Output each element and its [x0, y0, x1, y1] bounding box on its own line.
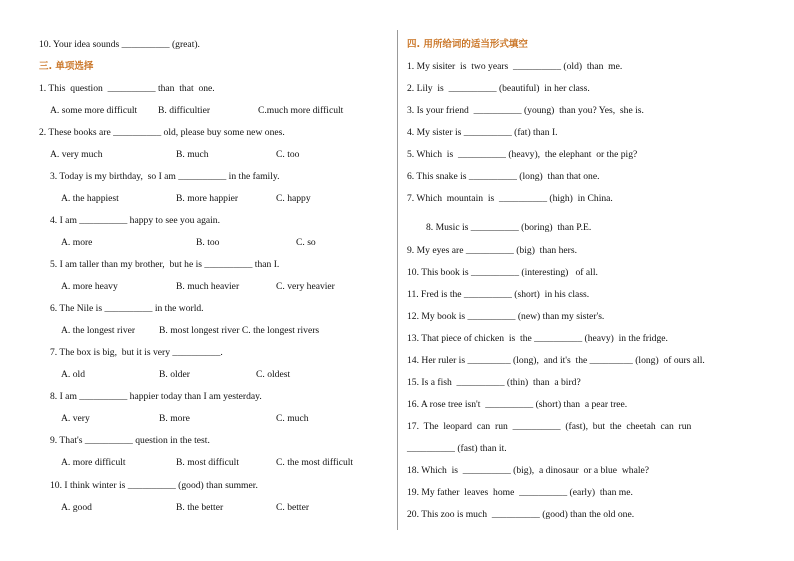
- mc-4-option-a: A. more: [61, 237, 93, 248]
- column-divider: [397, 30, 398, 530]
- mc-1-option-c: C.much more difficult: [258, 105, 344, 116]
- question-10-fill: 10. Your idea sounds __________ (great).: [39, 39, 200, 50]
- mc-question-9: 9. That's __________ question in the test.: [50, 435, 210, 446]
- mc-8-option-c: C. much: [276, 413, 309, 424]
- mc-3-option-a: A. the happiest: [61, 193, 119, 204]
- fill-item-4: 4. My sister is __________ (fat) than I.: [407, 127, 558, 138]
- mc-8-option-a: A. very: [61, 413, 90, 424]
- mc-question-3: 3. Today is my birthday, so I am __________ in the family.: [50, 171, 280, 182]
- fill-item-2: 2. Lily is __________ (beautiful) in her class.: [407, 83, 590, 94]
- section-3-title: 三. 单项选择: [39, 61, 94, 72]
- mc-question-1: 1. This question __________ than that one.: [39, 83, 215, 94]
- fill-item-15: 15. Is a fish __________ (thin) than a bird?: [407, 377, 581, 388]
- fill-item-12: 12. My book is __________ (new) than my sister's.: [407, 311, 605, 322]
- fill-item-18: 18. Which is __________ (big), a dinosaur or a blue whale?: [407, 465, 650, 476]
- fill-item-13: 13. That piece of chicken is the __________ (heavy) in the fridge.: [407, 333, 668, 344]
- mc-question-5: 5. I am taller than my brother, but he is __________ than I.: [50, 259, 280, 270]
- mc-question-10: 10. I think winter is __________ (good) than summer.: [50, 480, 258, 491]
- section-4-title: 四. 用所给词的适当形式填空: [407, 39, 528, 50]
- mc-10-option-c: C. better: [276, 502, 310, 513]
- mc-8-option-b: B. more: [159, 413, 190, 424]
- mc-5-option-b: B. much heavier: [176, 281, 240, 292]
- mc-question-8: 8. I am __________ happier today than I am yesterday.: [50, 391, 262, 402]
- mc-question-6: 6. The Nile is __________ in the world.: [50, 303, 204, 314]
- mc-7-option-c: C. oldest: [256, 369, 291, 380]
- fill-item-8: 8. Music is __________ (boring) than P.E.: [426, 222, 592, 233]
- mc-3-option-c: C. happy: [276, 193, 311, 204]
- mc-4-option-b: B. too: [196, 237, 220, 248]
- fill-item-19: 19. My father leaves home __________ (early) than me.: [407, 487, 633, 498]
- fill-item-17-continued: __________ (fast) than it.: [407, 443, 507, 454]
- fill-item-14: 14. Her ruler is _________ (long), and it's the _________ (long) of ours all.: [407, 355, 705, 366]
- mc-6-option-b: B. most longest river C. the longest rivers: [159, 325, 320, 336]
- fill-item-16: 16. A rose tree isn't __________ (short) than a pear tree.: [407, 399, 628, 410]
- mc-10-option-b: B. the better: [176, 502, 224, 513]
- fill-item-20: 20. This zoo is much __________ (good) than the old one.: [407, 509, 635, 520]
- fill-item-6: 6. This snake is __________ (long) than that one.: [407, 171, 600, 182]
- mc-question-2: 2. These books are __________ old, please buy some new ones.: [39, 127, 285, 138]
- mc-3-option-b: B. more happier: [176, 193, 239, 204]
- fill-item-3: 3. Is your friend __________ (young) than you? Yes, she is.: [407, 105, 644, 116]
- fill-item-7: 7. Which mountain is __________ (high) in China.: [407, 193, 613, 204]
- mc-5-option-c: C. very heavier: [276, 281, 335, 292]
- mc-2-option-b: B. much: [176, 149, 209, 160]
- mc-1-option-b: B. difficultier: [158, 105, 211, 116]
- mc-7-option-b: B. older: [159, 369, 190, 380]
- fill-item-10: 10. This book is __________ (interesting) of all.: [407, 267, 598, 278]
- mc-9-option-b: B. most difficult: [176, 457, 239, 468]
- mc-4-option-c: C. so: [296, 237, 316, 248]
- mc-question-7: 7. The box is big, but it is very __________.: [50, 347, 223, 358]
- mc-10-option-a: A. good: [61, 502, 92, 513]
- fill-item-1: 1. My sisiter is two years __________ (old) than me.: [407, 61, 623, 72]
- mc-5-option-a: A. more heavy: [61, 281, 118, 292]
- mc-9-option-a: A. more difficult: [61, 457, 126, 468]
- fill-item-17: 17. The leopard can run __________ (fast), but the cheetah can run: [407, 421, 692, 432]
- fill-item-11: 11. Fred is the __________ (short) in his class.: [407, 289, 590, 300]
- fill-item-5: 5. Which is __________ (heavy), the elephant or the pig?: [407, 149, 638, 160]
- mc-2-option-a: A. very much: [50, 149, 103, 160]
- mc-7-option-a: A. old: [61, 369, 85, 380]
- mc-9-option-c: C. the most difficult: [276, 457, 354, 468]
- mc-question-4: 4. I am __________ happy to see you again.: [50, 215, 220, 226]
- mc-6-option-a: A. the longest river: [61, 325, 136, 336]
- mc-1-option-a: A. some more difficult: [50, 105, 138, 116]
- mc-2-option-c: C. too: [276, 149, 300, 160]
- fill-item-9: 9. My eyes are __________ (big) than hers.: [407, 245, 577, 256]
